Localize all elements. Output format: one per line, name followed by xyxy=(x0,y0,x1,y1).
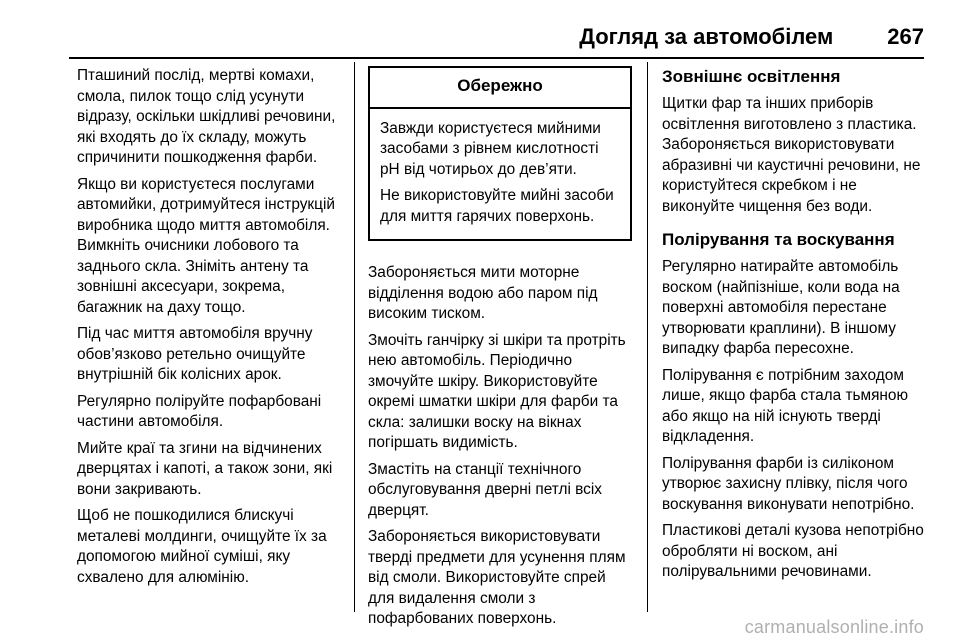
page-title: Догляд за автомобілем xyxy=(579,24,834,49)
section-heading: Зовнішнє освітлення xyxy=(662,67,841,86)
paragraph: Пластикові деталі кузова непотрібно обробляти ні воском, ані полірувальними речовинами. xyxy=(662,522,924,580)
paragraph: Забороняється використовувати тверді предмети для усунення плям від смоли. Використовуйте спрей для видалення смоли з пофарбованих поверхонь. xyxy=(368,528,626,627)
paragraph: Полірування фарби із силіконом утворює захисну плівку, після чого воскування виконувати непотрібно. xyxy=(662,454,915,513)
column-3 xyxy=(662,66,924,589)
caution-box xyxy=(368,66,632,241)
watermark-text: carmanualsonline.info xyxy=(744,617,924,637)
column-divider xyxy=(354,62,355,612)
paragraph: Змастіть на станції технічного обслуговування дверні петлі всіх дверцят. xyxy=(368,460,602,519)
header-divider xyxy=(69,57,924,59)
paragraph: Змочіть ганчірку зі шкіри та протріть нею автомобіль. Періодично змочуйте шкіру. Використовуйте окремі шматки шкіри для фарби та скла: залишки воску на вікнах погіршать видимість. xyxy=(368,331,626,451)
page-header xyxy=(579,24,924,50)
section-heading: Полірування та воскування xyxy=(662,230,895,249)
caution-title: Обережно xyxy=(370,68,630,109)
paragraph: Регулярно поліруйте пофарбовані частини автомобіля. xyxy=(77,392,322,430)
page-number: 267 xyxy=(887,24,924,49)
paragraph: Щитки фар та інших приборів освітлення виготовлено з пластика. Забороняється використовувати абразивні чи каустичні речовини, не користуйтеся скребком і не виконуйте чищення без води. xyxy=(662,95,921,215)
paragraph: Забороняється мити моторне відділення водою або паром під високим тиском. xyxy=(368,264,598,322)
caution-body xyxy=(370,109,630,240)
paragraph: Полірування є потрібним заходом лише, якщо фарба стала тьмяною або якщо на ній існують тверді відкладення. xyxy=(662,366,909,445)
paragraph: Якщо ви користуєтеся послугами автомийки, дотримуйтеся інструкцій виробника щодо миття автомобіля. Вимкніть очисники лобового та заднього скла. Зніміть антену та зовнішні аксесуари, зокрема, багажник на даху тощо. xyxy=(77,175,335,316)
paragraph: Мийте краї та згини на відчинених дверцятах і капоті, а також зони, які вони закривають. xyxy=(77,439,333,498)
column-divider xyxy=(647,62,648,612)
column-1 xyxy=(77,66,345,594)
paragraph: Під час миття автомобіля вручну обов’язково ретельно очищуйте внутрішній бік колісних арок. xyxy=(77,325,313,383)
paragraph: Регулярно натирайте автомобіль воском (найпізніше, коли вода на поверхні автомобіля перестане утворювати краплини). В іншому випадку фарба пересохне. xyxy=(662,258,900,357)
caution-paragraph: Завжди користуєтеся мийними засобами з рівнем кислотності pH від чотирьох до дев’яти. xyxy=(380,119,601,178)
caution-paragraph: Не використовуйте мийні засоби для миття гарячих поверхонь. xyxy=(380,187,614,225)
paragraph: Щоб не пошкодилися блискучі металеві молдинги, очищуйте їх за допомогою мийної суміші, яку схвалено для алюмінію. xyxy=(77,507,327,586)
column-2 xyxy=(368,66,632,636)
paragraph: Пташиний послід, мертві комахи, смола, пилок тощо слід усунути відразу, оскільки шкідливі речовини, які входять до їх складу, можуть спричинити пошкодження фарби. xyxy=(77,67,336,166)
